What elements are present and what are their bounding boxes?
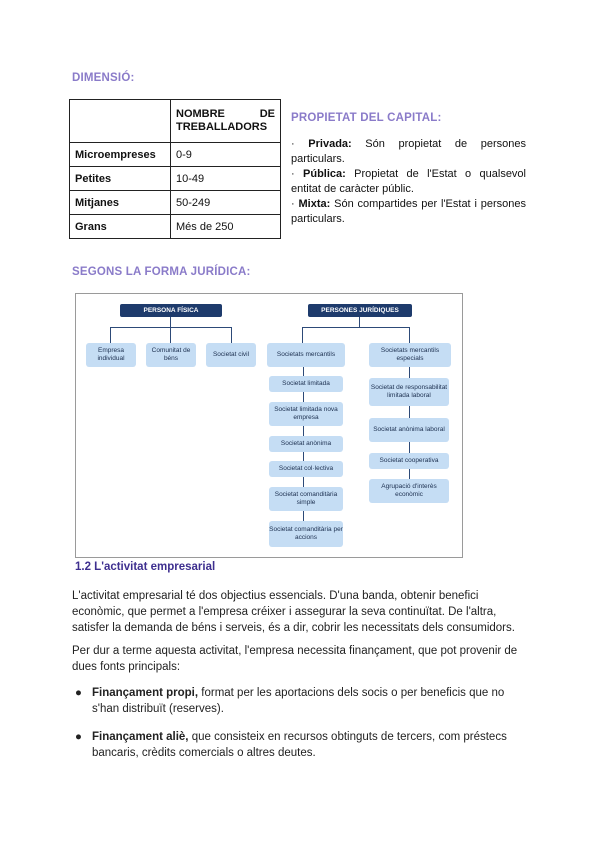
- list-item: · Pública: Propietat de l'Estat o qualsevol entitat de caràcter públic.: [291, 168, 526, 195]
- org-node: Societat col·lectiva: [269, 461, 343, 477]
- org-node: Societat limitada: [269, 376, 343, 392]
- paragraph: Per dur a terme aquesta activitat, l'empresa necessita finançament, que pot provenir de dues fonts principals:: [72, 645, 518, 673]
- org-chart: [75, 293, 463, 558]
- table-row: Grans Més de 250: [70, 215, 281, 239]
- propietat-list: [291, 137, 526, 227]
- bullet-icon: ●: [75, 731, 82, 743]
- persones-juridiques-header: PERSONES JURÍDIQUES: [308, 304, 412, 317]
- org-node: Societat cooperativa: [369, 453, 449, 469]
- table-row: Mitjanes 50-249: [70, 191, 281, 215]
- org-node: Societat anònima: [269, 436, 343, 452]
- bullet-icon: ●: [75, 687, 82, 699]
- paragraph: L'activitat empresarial té dos objectius essencials. D'una banda, obtenir benefici econòmic, que permet a l'empresa créixer i assegurar la seva continuïtat. De l'altra, satisfer la demanda de béns i serveis, és a dir, cobrir les necessitats dels consumidors.: [72, 590, 515, 634]
- section-heading: 1.2 L'activitat empresarial: [75, 561, 216, 573]
- table-corner: [70, 100, 171, 143]
- list-item: ● Finançament propi, format per les aportacions dels socis o per beneficis que no s'han distribuït (reserves).: [75, 687, 505, 715]
- table-row: Petites 10-49: [70, 167, 281, 191]
- org-node: Societat anònima laboral: [369, 418, 449, 442]
- list-item: ● Finançament aliè, que consisteix en recursos obtinguts de tercers, com préstecs bancaris, crèdits comercials o altres deutes.: [75, 731, 507, 759]
- org-node: Comunitat de béns: [146, 343, 196, 367]
- org-node: Societat civil: [206, 343, 256, 367]
- org-node: Societats mercantils especials: [369, 343, 451, 367]
- forma-title: SEGONS LA FORMA JURÍDICA:: [72, 266, 251, 278]
- list-item: · Privada: Són propietat de persones particulars.: [291, 138, 526, 165]
- table-header: NOMBRE DE TREBALLADORS: [171, 100, 281, 143]
- org-node: Societats mercantils: [267, 343, 345, 367]
- org-node: Societat comanditària per accions: [269, 521, 343, 547]
- org-node: Societat limitada nova empresa: [269, 402, 343, 426]
- org-node: Societat comanditària simple: [269, 487, 343, 511]
- org-node: Societat de responsabilitat limitada laboral: [369, 378, 449, 406]
- dimensio-title: DIMENSIÓ:: [72, 72, 135, 84]
- propietat-title: PROPIETAT DEL CAPITAL:: [291, 112, 442, 124]
- list-item: · Mixta: Són compartides per l'Estat i persones particulars.: [291, 198, 526, 225]
- table-row: Microempreses 0-9: [70, 143, 281, 167]
- org-node: Agrupació d'interès econòmic: [369, 479, 449, 503]
- persona-fisica-header: PERSONA FÍSICA: [120, 304, 222, 317]
- org-node: Empresa individual: [86, 343, 136, 367]
- dimensio-table: [69, 99, 281, 239]
